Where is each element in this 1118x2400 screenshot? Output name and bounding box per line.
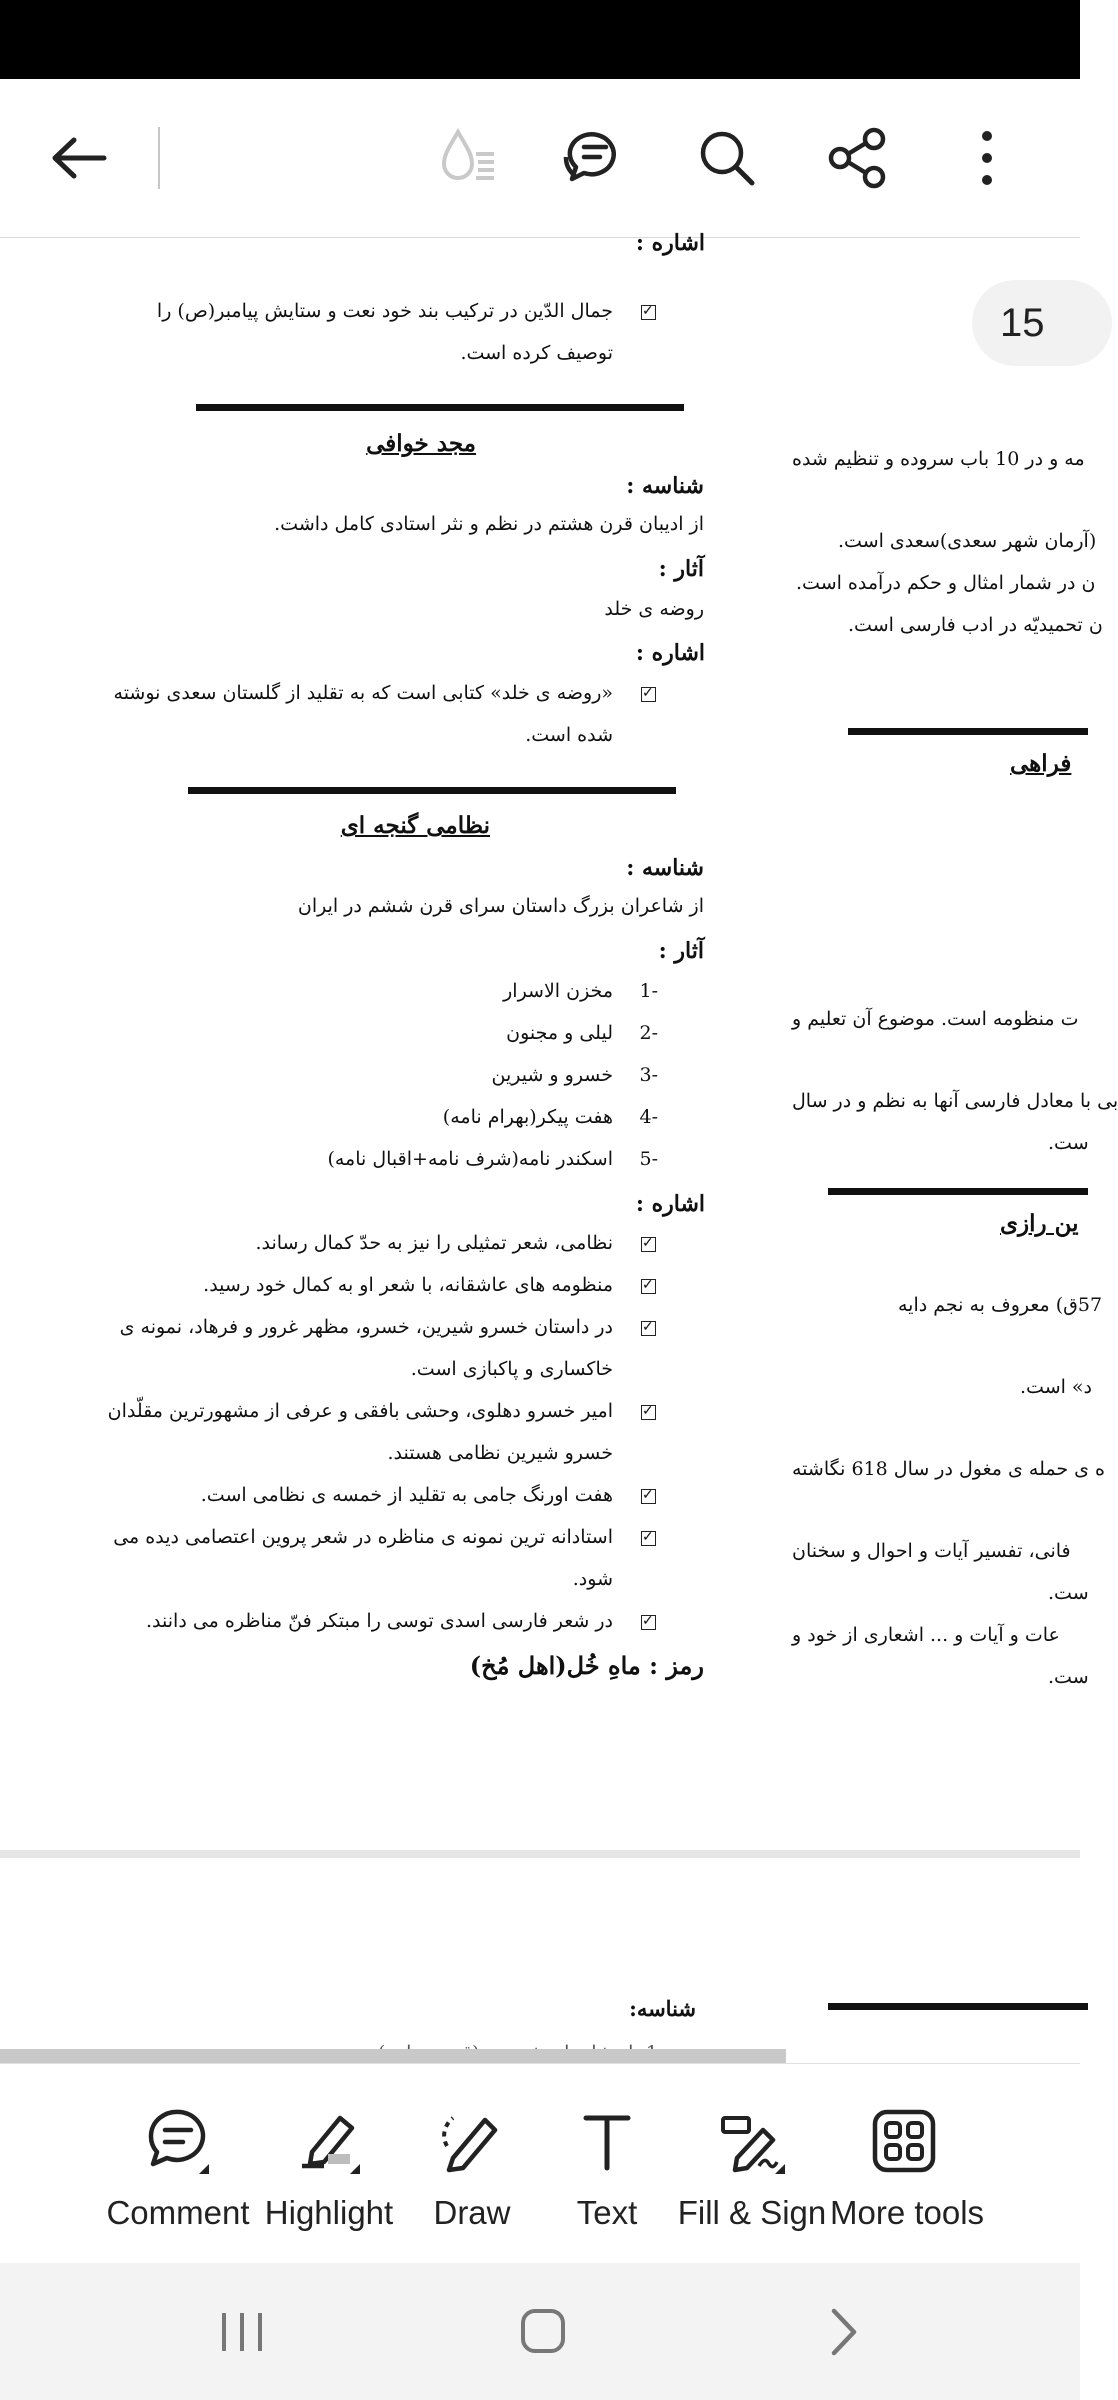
more-vertical-icon <box>977 130 997 186</box>
home-icon[interactable] <box>519 2307 567 2355</box>
page-gap <box>0 1850 1080 1858</box>
text-line: د» است. <box>1020 1376 1093 1398</box>
fill-sign-icon <box>717 2106 787 2176</box>
reference-line: توصیف کرده است. <box>460 342 613 364</box>
more-tools-button[interactable] <box>830 2064 985 2264</box>
section-divider <box>188 787 676 794</box>
tool-label: Draw <box>433 2194 511 2231</box>
recents-icon[interactable] <box>218 2309 266 2355</box>
text-line: ه ی حمله ی مغول در سال 618 نگاشته <box>792 1458 1106 1480</box>
checkbox-icon <box>641 1321 656 1336</box>
tool-label: Highlight <box>264 2194 394 2231</box>
liquid-mode-button[interactable] <box>428 118 508 198</box>
reference-line: شده است. <box>525 724 613 746</box>
reference-line: استادانه ترین نمونه ی مناظره در شعر پروین اعتصامی دیده می <box>113 1526 613 1548</box>
section-title: ین رازی <box>1000 1210 1079 1237</box>
reference-line: هفت اورنگ جامی به تقلید از خمسه ی نظامی است. <box>200 1484 613 1506</box>
highlight-icon <box>294 2106 364 2176</box>
search-button[interactable] <box>687 118 767 198</box>
work-item: مخزن الاسرار <box>503 980 613 1002</box>
checkbox-icon <box>641 305 656 320</box>
reference-heading: اشاره : <box>635 1191 705 1217</box>
reference-line: «روضه ی خلد» کتابی است که به تقلید از گلستان سعدی نوشته <box>113 682 613 704</box>
reference-line: جمال الدّین در ترکیب بند خود نعت و ستایش پیامبر(ص) را <box>156 300 613 322</box>
text-line: (آرمان شهر سعدی)سعدی است. <box>838 530 1097 552</box>
text-line: بی با معادل فارسی آنها به نظم و در سال <box>792 1090 1118 1112</box>
id-heading: شناسه : <box>626 473 704 499</box>
reference-line: امیر خسرو دهلوی، وحشی بافقی و عرفی از مشهورترین مقلّدان <box>107 1400 613 1422</box>
back-button[interactable] <box>38 118 118 198</box>
comments-icon <box>562 127 628 189</box>
reference-line: خسرو شیرین نظامی هستند. <box>387 1442 613 1464</box>
poet-name: مجد خوافی <box>366 430 476 457</box>
work-number: 4- <box>639 1106 658 1128</box>
text-line: 57ق) معروف به نجم دایه <box>898 1294 1103 1316</box>
work-number: 3- <box>639 1064 658 1086</box>
section-divider <box>828 2003 1088 2010</box>
share-button[interactable] <box>817 118 897 198</box>
text-line: ت منظومه است. موضوع آن تعلیم و <box>792 1008 1079 1030</box>
section-divider <box>196 404 684 411</box>
search-icon <box>697 128 757 188</box>
arrow-left-icon <box>50 136 106 180</box>
checkbox-icon <box>641 1405 656 1420</box>
pdf-document-view[interactable] <box>0 230 1118 2063</box>
more-tools-icon <box>869 2106 939 2176</box>
text-line: ست. <box>1048 1132 1089 1154</box>
work-item: اسکندر نامه(شرف نامه+اقبال نامه) <box>327 1148 613 1170</box>
work-item: هفت پیکر(بهرام نامه) <box>442 1106 613 1128</box>
section-divider <box>848 728 1088 735</box>
status-bar <box>0 0 1080 79</box>
id-text: از شاعران بزرگ داستان سرای قرن ششم در ایران <box>297 895 704 917</box>
reference-line: خاکساری و پاکبازی است. <box>410 1358 613 1380</box>
bottom-toolbar <box>0 2063 1080 2264</box>
id-text: از ادیبان قرن هشتم در نظم و نثر استادی کامل داشت. <box>274 513 704 535</box>
text-icon <box>572 2106 642 2176</box>
tool-label: Text <box>576 2194 638 2231</box>
reference-line: شود. <box>572 1568 613 1590</box>
mnemonic-code: رمز : ماهِ خُل(اهل مُخ) <box>469 1651 704 1680</box>
reference-line: در شعر فارسی اسدی توسی را مبتکر فنّ مناظره می دانند. <box>146 1610 613 1632</box>
back-icon[interactable] <box>826 2307 862 2357</box>
fill-sign-tool[interactable] <box>676 2064 828 2264</box>
reference-line: در داستان خسرو شیرین، خسرو، مظهر غرور و فرهاد، نمونه ی <box>119 1316 613 1338</box>
tool-label: More tools <box>830 2194 985 2231</box>
comment-icon <box>143 2106 213 2176</box>
id-heading: شناسه: <box>629 1996 696 2021</box>
reference-line: منظومه های عاشقانه، با شعر او به کمال خود رسید. <box>203 1274 613 1296</box>
checkbox-icon <box>641 1489 656 1504</box>
text-line: ن در شمار امثال و حکم درآمده است. <box>796 572 1096 594</box>
text-tool[interactable] <box>544 2064 670 2264</box>
system-nav-bar <box>0 2263 1080 2400</box>
comments-button[interactable] <box>555 118 635 198</box>
liquid-mode-icon <box>436 126 500 190</box>
more-options-button[interactable] <box>947 118 1027 198</box>
work-item: خسرو و شیرین <box>491 1064 613 1086</box>
pdf-page-left <box>0 230 720 1850</box>
tool-label: Comment <box>106 2194 250 2231</box>
works-heading: آثار : <box>658 938 704 964</box>
tool-label: Fill & Sign <box>677 2194 827 2231</box>
draw-icon <box>437 2106 507 2176</box>
checkbox-icon <box>641 1531 656 1546</box>
work-number: 1- <box>639 980 658 1002</box>
text-line: فانی، تفسیر آیات و احوال و سخنان <box>792 1540 1071 1562</box>
work-number: 2- <box>639 1022 658 1044</box>
horizontal-scrollbar[interactable] <box>0 2049 786 2063</box>
works-text: روضه ی خلد <box>604 598 704 620</box>
poet-name: نظامی گنجه ای <box>340 812 490 839</box>
reference-heading: اشاره : <box>635 640 705 666</box>
checkbox-icon <box>641 1237 656 1252</box>
comment-tool[interactable] <box>100 2064 256 2264</box>
reference-heading: اشاره : <box>635 230 705 256</box>
text-line: مه و در 10 باب سروده و تنظیم شده <box>792 448 1085 470</box>
section-divider <box>828 1188 1088 1195</box>
id-heading: شناسه : <box>626 855 704 881</box>
text-line: ست. <box>1048 1582 1089 1604</box>
work-number: 5- <box>639 1148 658 1170</box>
section-title: فراهی <box>1010 750 1072 777</box>
works-heading: آثار : <box>658 556 704 582</box>
top-toolbar <box>0 79 1080 238</box>
checkbox-icon <box>641 1279 656 1294</box>
pdf-page-next <box>0 1858 720 2063</box>
work-item: لیلی و مجنون <box>506 1022 613 1044</box>
toolbar-divider <box>158 127 160 189</box>
text-line: ن تحمیدیّه در ادب فارسی است. <box>848 614 1103 636</box>
pdf-page-right <box>720 238 1118 1850</box>
text-line: عات و آیات و ... اشعاری از خود و <box>792 1624 1060 1646</box>
text-line: ست. <box>1048 1666 1089 1688</box>
checkbox-icon <box>641 1615 656 1630</box>
draw-tool[interactable] <box>402 2064 542 2264</box>
checkbox-icon <box>641 687 656 702</box>
reference-line: نظامی، شعر تمثیلی را نیز به حدّ کمال رساند. <box>255 1232 613 1254</box>
highlight-tool[interactable] <box>258 2064 400 2264</box>
page-number-badge[interactable]: 15 <box>972 280 1112 366</box>
share-icon <box>826 127 888 189</box>
